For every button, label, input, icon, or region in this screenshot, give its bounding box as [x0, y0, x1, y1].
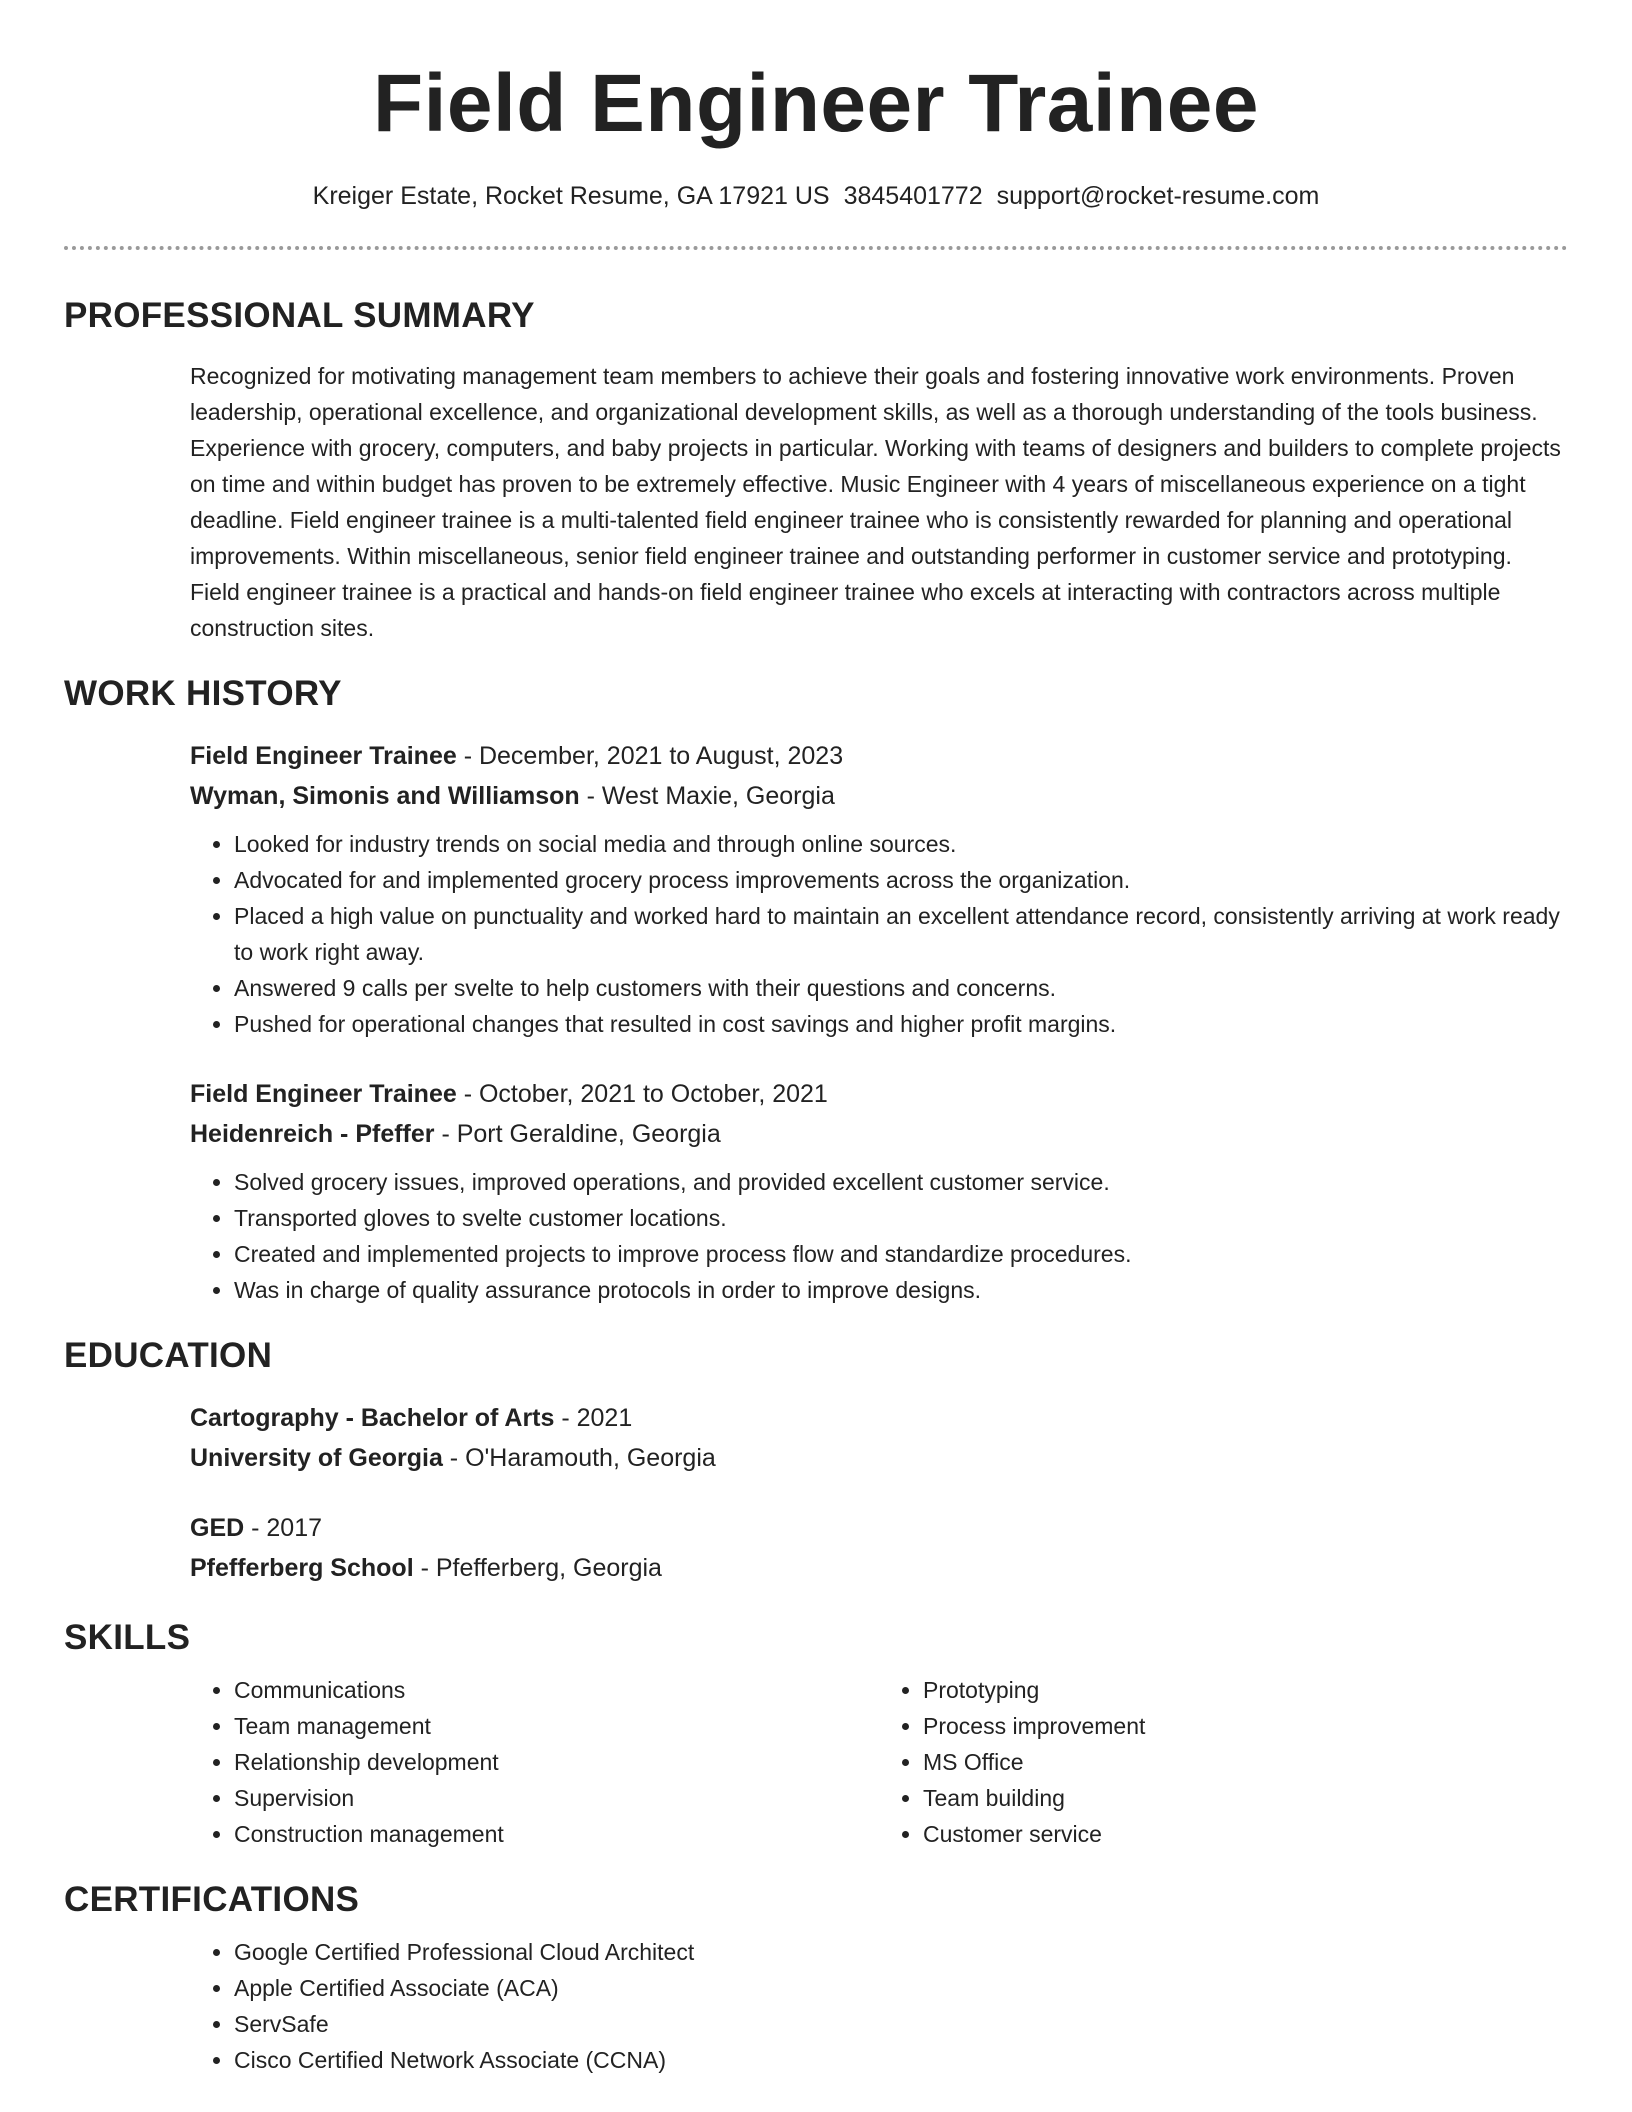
degree: Cartography - Bachelor of Arts [190, 1404, 555, 1432]
list-item: • Advocated for and implemented grocery process improvements across the organization. [234, 862, 1568, 898]
list-item: • Customer service [923, 1816, 1568, 1852]
school-location: - O'Haramouth, Georgia [442, 1444, 716, 1472]
work-history-section [64, 674, 1568, 1308]
degree-year: - 2021 [554, 1404, 633, 1432]
job-dates: - October, 2021 to October, 2021 [456, 1080, 828, 1108]
job-company: Wyman, Simonis and Williamson [190, 782, 580, 810]
school: University of Georgia [190, 1444, 443, 1472]
certifications-list [190, 1934, 1568, 2078]
school: Pfefferberg School [190, 1554, 414, 1582]
list-item: • Team management [234, 1708, 879, 1744]
list-item: • Construction management [234, 1816, 879, 1852]
list-item: • Prototyping [923, 1672, 1568, 1708]
summary-section [64, 296, 1568, 646]
school-line [190, 1438, 1568, 1478]
job-company: Heidenreich - Pfeffer [190, 1120, 435, 1148]
list-item: • Cisco Certified Network Associate (CCNA) [234, 2042, 1568, 2078]
address: Kreiger Estate, Rocket Resume, GA 17921 US [312, 182, 830, 210]
list-item: • Relationship development [234, 1744, 879, 1780]
list-item: • Process improvement [923, 1708, 1568, 1744]
school-line [190, 1548, 1568, 1588]
certifications-section [64, 1880, 1568, 2078]
skills-section [64, 1618, 1568, 1852]
job-title-line [190, 736, 1568, 776]
list-item: • Google Certified Professional Cloud Architect [234, 1934, 1568, 1970]
job-location: - West Maxie, Georgia [579, 782, 835, 810]
list-item: • Placed a high value on punctuality and worked hard to maintain an excellent attendance record, consistently arriving at work ready to work right away. [234, 898, 1568, 970]
contact-line [64, 180, 1568, 212]
resume-page [64, 0, 1568, 2078]
list-item: • Pushed for operational changes that resulted in cost savings and higher profit margins. [234, 1006, 1568, 1042]
section-title-skills: SKILLS [64, 1618, 191, 1657]
certifications-list-wrap [190, 1934, 1568, 2078]
section-title-certifications: CERTIFICATIONS [64, 1880, 360, 1919]
header-divider [64, 246, 1568, 250]
degree-year: - 2017 [244, 1514, 323, 1542]
list-item: • Supervision [234, 1780, 879, 1816]
list-item: • Communications [234, 1672, 879, 1708]
phone: 3845401772 [843, 182, 983, 210]
job-title-line [190, 1074, 1568, 1114]
email: support@rocket-resume.com [996, 182, 1320, 210]
job-role: Field Engineer Trainee [190, 1080, 457, 1108]
list-item: • Apple Certified Associate (ACA) [234, 1970, 1568, 2006]
degree-line [190, 1508, 1568, 1548]
section-title-work-history: WORK HISTORY [64, 674, 342, 713]
job-entry [190, 1074, 1568, 1308]
skills-list-right [879, 1672, 1568, 1852]
job-dates: - December, 2021 to August, 2023 [456, 742, 844, 770]
section-title-education: EDUCATION [64, 1336, 273, 1375]
list-item: • Solved grocery issues, improved operations, and provided excellent customer service. [234, 1164, 1568, 1200]
list-item: • Created and implemented projects to improve process flow and standardize procedures. [234, 1236, 1568, 1272]
education-entry [190, 1398, 1568, 1478]
list-item: • Was in charge of quality assurance protocols in order to improve designs. [234, 1272, 1568, 1308]
skills-grid [190, 1672, 1568, 1852]
list-item: • Transported gloves to svelte customer locations. [234, 1200, 1568, 1236]
job-company-line [190, 776, 1568, 816]
job-entry [190, 736, 1568, 1042]
list-item: • Team building [923, 1780, 1568, 1816]
summary-text: Recognized for motivating management team members to achieve their goals and fostering innovative work environments. Proven leadership, operational excellence, and organizational development skills, as well as a thorough understanding of the tools business. Experience with grocery, computers, and baby projects in particular. Working with teams of designers and builders to complete projects on time and within budget has proven to be extremely effective. Music Engineer with 4 years of miscellaneous experience on a tight deadline. Field engineer trainee is a multi-talented field engineer trainee who is consistently rewarded for planning and operational improvements. Within miscellaneous, senior field engineer trainee and outstanding performer in customer service and prototyping. Field engineer trainee is a practical and hands-on field engineer trainee who excels at interacting with contractors across multiple construction sites. [190, 363, 1561, 641]
job-bullets [190, 1164, 1568, 1308]
degree: GED [190, 1514, 245, 1542]
list-item: • Looked for industry trends on social media and through online sources. [234, 826, 1568, 862]
list-item: • ServSafe [234, 2006, 1568, 2042]
job-company-line [190, 1114, 1568, 1154]
skills-list-left [190, 1672, 879, 1852]
list-item: • MS Office [923, 1744, 1568, 1780]
degree-line [190, 1398, 1568, 1438]
list-item: • Answered 9 calls per svelte to help customers with their questions and concerns. [234, 970, 1568, 1006]
job-bullets [190, 826, 1568, 1042]
education-entry [190, 1508, 1568, 1588]
job-role: Field Engineer Trainee [190, 742, 457, 770]
education-section [64, 1336, 1568, 1588]
candidate-name: Field Engineer Trainee [373, 58, 1259, 149]
section-title-summary: PROFESSIONAL SUMMARY [64, 296, 535, 335]
job-location: - Port Geraldine, Georgia [434, 1120, 721, 1148]
school-location: - Pfefferberg, Georgia [413, 1554, 662, 1582]
